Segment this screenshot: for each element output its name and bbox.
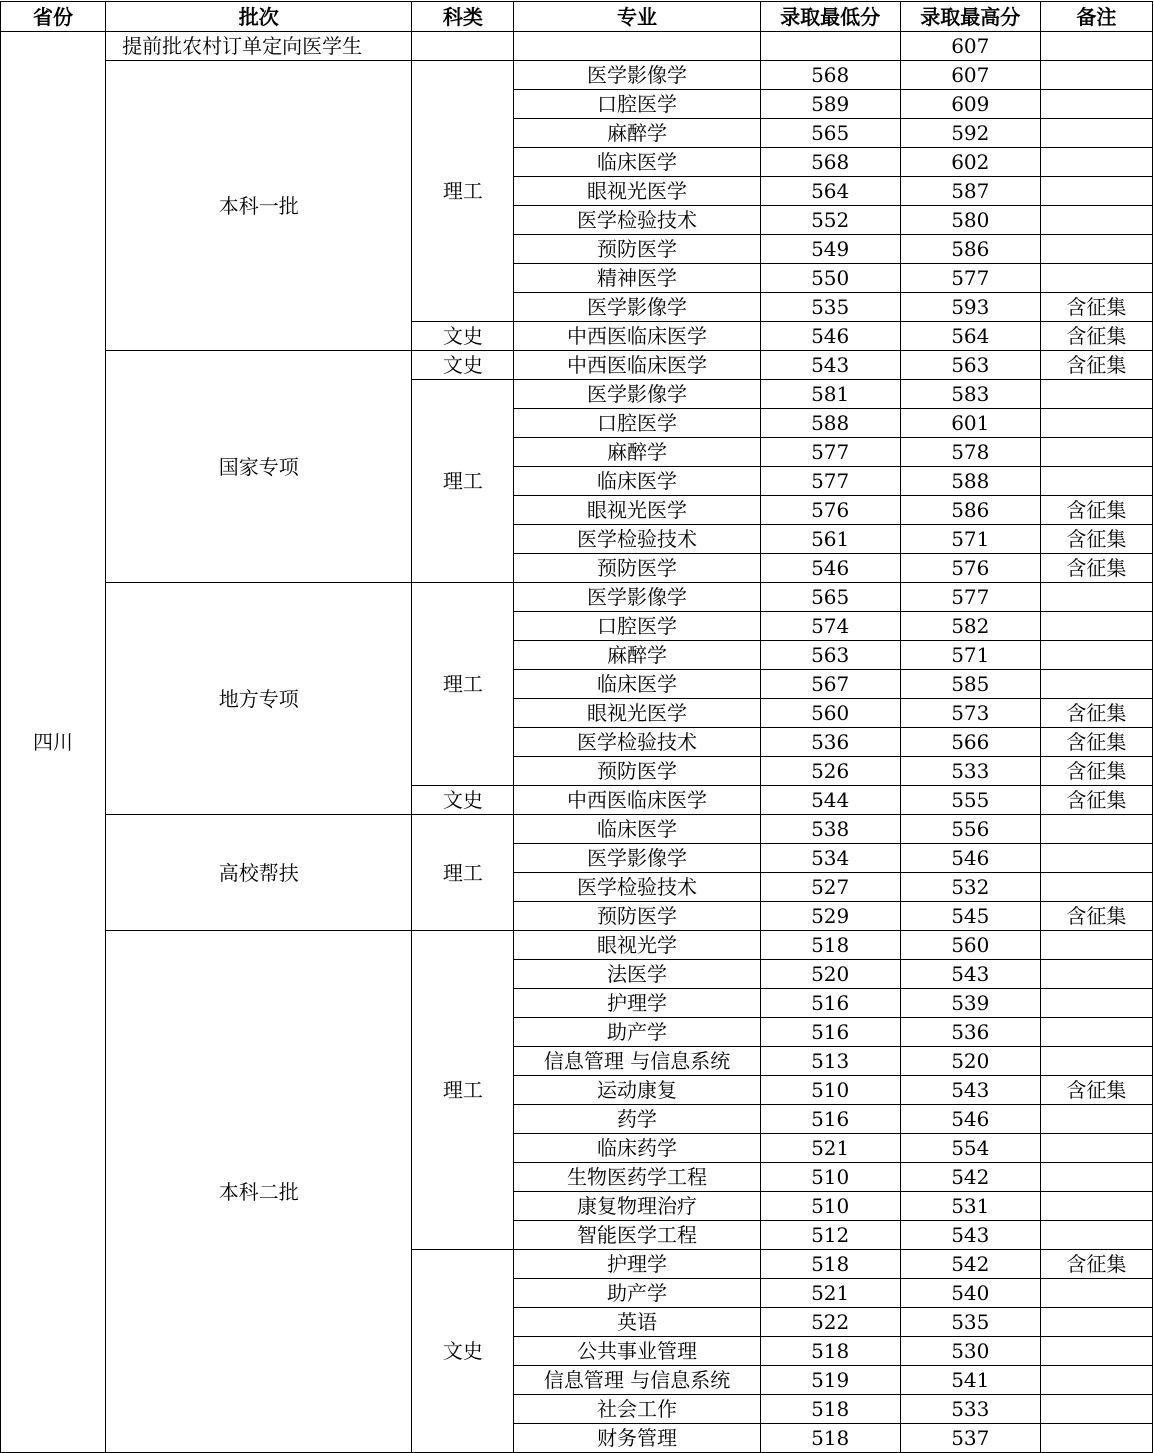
min-score-cell: 543	[760, 351, 900, 380]
note-cell	[1040, 32, 1152, 61]
max-score-cell: 540	[900, 1279, 1040, 1308]
note-cell	[1040, 641, 1152, 670]
table-row	[1, 61, 1153, 90]
note-cell	[1040, 670, 1152, 699]
min-score-cell: 518	[760, 1337, 900, 1366]
table-row	[1, 583, 1153, 612]
category-cell: 文史	[412, 322, 514, 351]
note-cell	[1040, 1395, 1152, 1424]
min-score-cell: 568	[760, 61, 900, 90]
category-cell: 文史	[412, 351, 514, 380]
min-score-cell: 546	[760, 322, 900, 351]
min-score-cell: 581	[760, 380, 900, 409]
major-cell: 医学检验技术	[514, 728, 760, 757]
category-cell: 理工	[412, 815, 514, 931]
min-score-cell: 536	[760, 728, 900, 757]
major-cell: 助产学	[514, 1279, 760, 1308]
max-score-cell: 541	[900, 1366, 1040, 1395]
major-cell: 中西医临床医学	[514, 351, 760, 380]
min-score-cell: 574	[760, 612, 900, 641]
note-cell: 含征集	[1040, 351, 1152, 380]
min-score-cell: 518	[760, 1424, 900, 1453]
major-cell: 医学影像学	[514, 583, 760, 612]
min-score-cell: 546	[760, 554, 900, 583]
major-cell: 生物医药学工程	[514, 1163, 760, 1192]
min-score-cell: 550	[760, 264, 900, 293]
note-cell: 含征集	[1040, 496, 1152, 525]
major-cell: 医学影像学	[514, 380, 760, 409]
note-cell	[1040, 1018, 1152, 1047]
min-score-cell: 534	[760, 844, 900, 873]
max-score-cell: 607	[900, 32, 1040, 61]
note-cell	[1040, 612, 1152, 641]
note-cell	[1040, 206, 1152, 235]
max-score-cell: 586	[900, 496, 1040, 525]
note-cell	[1040, 1105, 1152, 1134]
note-cell	[1040, 1337, 1152, 1366]
max-score-cell: 533	[900, 1395, 1040, 1424]
header-min-score: 录取最低分	[760, 2, 900, 32]
max-score-cell: 543	[900, 1221, 1040, 1250]
note-cell	[1040, 1192, 1152, 1221]
note-cell	[1040, 467, 1152, 496]
min-score-cell: 561	[760, 525, 900, 554]
note-cell	[1040, 177, 1152, 206]
major-cell: 医学影像学	[514, 293, 760, 322]
note-cell	[1040, 815, 1152, 844]
min-score-cell: 518	[760, 1250, 900, 1279]
major-cell: 麻醉学	[514, 438, 760, 467]
max-score-cell: 583	[900, 380, 1040, 409]
min-score-cell: 519	[760, 1366, 900, 1395]
major-cell: 预防医学	[514, 757, 760, 786]
batch-cell: 本科一批	[106, 61, 412, 351]
major-cell: 护理学	[514, 989, 760, 1018]
max-score-cell: 532	[900, 873, 1040, 902]
major-cell: 中西医临床医学	[514, 786, 760, 815]
max-score-cell: 543	[900, 960, 1040, 989]
max-score-cell: 588	[900, 467, 1040, 496]
note-cell: 含征集	[1040, 1076, 1152, 1105]
major-cell: 中西医临床医学	[514, 322, 760, 351]
table-row	[1, 815, 1153, 844]
major-cell: 财务管理	[514, 1424, 760, 1453]
major-cell: 预防医学	[514, 902, 760, 931]
note-cell	[1040, 989, 1152, 1018]
min-score-cell: 544	[760, 786, 900, 815]
major-cell: 智能医学工程	[514, 1221, 760, 1250]
note-cell: 含征集	[1040, 757, 1152, 786]
min-score-cell: 510	[760, 1192, 900, 1221]
category-cell: 理工	[412, 380, 514, 583]
major-cell: 麻醉学	[514, 119, 760, 148]
major-cell: 药学	[514, 1105, 760, 1134]
max-score-cell: 555	[900, 786, 1040, 815]
note-cell: 含征集	[1040, 293, 1152, 322]
batch-cell: 国家专项	[106, 351, 412, 583]
major-cell: 法医学	[514, 960, 760, 989]
table-row	[1, 351, 1153, 380]
max-score-cell: 609	[900, 90, 1040, 119]
note-cell	[1040, 1163, 1152, 1192]
major-cell: 口腔医学	[514, 409, 760, 438]
max-score-cell: 530	[900, 1337, 1040, 1366]
min-score-cell: 512	[760, 1221, 900, 1250]
note-cell	[1040, 1424, 1152, 1453]
batch-cell: 本科二批	[106, 931, 412, 1453]
major-cell: 眼视光医学	[514, 699, 760, 728]
max-score-cell: 577	[900, 264, 1040, 293]
max-score-cell: 601	[900, 409, 1040, 438]
max-score-cell: 573	[900, 699, 1040, 728]
major-cell: 口腔医学	[514, 90, 760, 119]
note-cell	[1040, 960, 1152, 989]
major-cell: 医学影像学	[514, 844, 760, 873]
min-score-cell: 567	[760, 670, 900, 699]
max-score-cell: 585	[900, 670, 1040, 699]
min-score-cell: 522	[760, 1308, 900, 1337]
note-cell	[1040, 583, 1152, 612]
min-score-cell: 563	[760, 641, 900, 670]
max-score-cell: 536	[900, 1018, 1040, 1047]
category-cell: 文史	[412, 786, 514, 815]
note-cell	[1040, 148, 1152, 177]
note-cell	[1040, 61, 1152, 90]
table-row	[1, 931, 1153, 960]
note-cell	[1040, 380, 1152, 409]
major-cell: 助产学	[514, 1018, 760, 1047]
max-score-cell: 537	[900, 1424, 1040, 1453]
max-score-cell: 571	[900, 525, 1040, 554]
category-cell: 理工	[412, 583, 514, 786]
min-score-cell: 538	[760, 815, 900, 844]
admission-score-table	[0, 1, 1153, 1453]
max-score-cell: 539	[900, 989, 1040, 1018]
note-cell: 含征集	[1040, 322, 1152, 351]
major-cell: 眼视光学	[514, 931, 760, 960]
max-score-cell: 580	[900, 206, 1040, 235]
min-score-cell: 576	[760, 496, 900, 525]
note-cell	[1040, 1221, 1152, 1250]
batch-cell: 地方专项	[106, 583, 412, 815]
note-cell: 含征集	[1040, 728, 1152, 757]
major-cell: 麻醉学	[514, 641, 760, 670]
min-score-cell: 552	[760, 206, 900, 235]
header-row	[1, 2, 1153, 32]
max-score-cell: 607	[900, 61, 1040, 90]
province-cell: 四川	[1, 32, 106, 1453]
max-score-cell: 533	[900, 757, 1040, 786]
major-cell: 临床药学	[514, 1134, 760, 1163]
min-score-cell: 577	[760, 467, 900, 496]
note-cell	[1040, 873, 1152, 902]
note-cell	[1040, 1308, 1152, 1337]
header-category: 科类	[412, 2, 514, 32]
category-cell-empty	[412, 32, 514, 61]
category-cell: 文史	[412, 1250, 514, 1453]
note-cell	[1040, 931, 1152, 960]
max-score-cell: 546	[900, 1105, 1040, 1134]
min-score-cell: 516	[760, 1105, 900, 1134]
major-cell: 眼视光医学	[514, 496, 760, 525]
major-cell: 医学检验技术	[514, 525, 760, 554]
major-cell: 医学检验技术	[514, 206, 760, 235]
max-score-cell: 556	[900, 815, 1040, 844]
min-score-cell: 577	[760, 438, 900, 467]
header-major: 专业	[514, 2, 760, 32]
max-score-cell: 545	[900, 902, 1040, 931]
min-score-cell: 518	[760, 1395, 900, 1424]
header-province: 省份	[1, 2, 106, 32]
min-score-cell: 516	[760, 1018, 900, 1047]
table-row	[1, 32, 1153, 61]
max-score-cell: 535	[900, 1308, 1040, 1337]
major-cell: 信息管理 与信息系统	[514, 1366, 760, 1395]
min-score-cell: 560	[760, 699, 900, 728]
max-score-cell: 578	[900, 438, 1040, 467]
min-score-cell: 513	[760, 1047, 900, 1076]
major-cell	[514, 32, 760, 61]
major-cell: 临床医学	[514, 148, 760, 177]
min-score-cell: 589	[760, 90, 900, 119]
min-score-cell: 521	[760, 1134, 900, 1163]
note-cell: 含征集	[1040, 699, 1152, 728]
min-score-cell: 527	[760, 873, 900, 902]
max-score-cell: 602	[900, 148, 1040, 177]
min-score-cell: 565	[760, 119, 900, 148]
max-score-cell: 586	[900, 235, 1040, 264]
max-score-cell: 560	[900, 931, 1040, 960]
major-cell: 眼视光医学	[514, 177, 760, 206]
max-score-cell: 563	[900, 351, 1040, 380]
header-batch: 批次	[106, 2, 412, 32]
min-score-cell: 526	[760, 757, 900, 786]
max-score-cell: 576	[900, 554, 1040, 583]
min-score-cell: 510	[760, 1076, 900, 1105]
min-score-cell: 516	[760, 989, 900, 1018]
max-score-cell: 542	[900, 1250, 1040, 1279]
min-score-cell: 564	[760, 177, 900, 206]
note-cell	[1040, 119, 1152, 148]
major-cell: 预防医学	[514, 235, 760, 264]
major-cell: 社会工作	[514, 1395, 760, 1424]
note-cell	[1040, 90, 1152, 119]
major-cell: 英语	[514, 1308, 760, 1337]
note-cell	[1040, 409, 1152, 438]
max-score-cell: 542	[900, 1163, 1040, 1192]
note-cell: 含征集	[1040, 525, 1152, 554]
batch-cell: 高校帮扶	[106, 815, 412, 931]
note-cell	[1040, 438, 1152, 467]
category-cell: 理工	[412, 931, 514, 1250]
min-score-cell: 549	[760, 235, 900, 264]
max-score-cell: 564	[900, 322, 1040, 351]
category-cell: 理工	[412, 61, 514, 322]
note-cell	[1040, 1047, 1152, 1076]
min-score-cell: 535	[760, 293, 900, 322]
max-score-cell: 546	[900, 844, 1040, 873]
max-score-cell: 582	[900, 612, 1040, 641]
max-score-cell: 593	[900, 293, 1040, 322]
max-score-cell: 543	[900, 1076, 1040, 1105]
note-cell: 含征集	[1040, 902, 1152, 931]
max-score-cell: 554	[900, 1134, 1040, 1163]
min-score-cell: 518	[760, 931, 900, 960]
major-cell: 公共事业管理	[514, 1337, 760, 1366]
max-score-cell: 577	[900, 583, 1040, 612]
header-max-score: 录取最高分	[900, 2, 1040, 32]
major-cell: 医学检验技术	[514, 873, 760, 902]
table-body	[1, 32, 1153, 1453]
note-cell	[1040, 1366, 1152, 1395]
max-score-cell: 592	[900, 119, 1040, 148]
min-score-cell	[760, 32, 900, 61]
note-cell	[1040, 264, 1152, 293]
major-cell: 护理学	[514, 1250, 760, 1279]
major-cell: 医学影像学	[514, 61, 760, 90]
max-score-cell: 531	[900, 1192, 1040, 1221]
min-score-cell: 568	[760, 148, 900, 177]
batch-cell-early: 提前批农村订单定向医学生	[106, 32, 412, 61]
note-cell: 含征集	[1040, 786, 1152, 815]
min-score-cell: 510	[760, 1163, 900, 1192]
major-cell: 临床医学	[514, 815, 760, 844]
major-cell: 康复物理治疗	[514, 1192, 760, 1221]
note-cell	[1040, 844, 1152, 873]
major-cell: 临床医学	[514, 670, 760, 699]
note-cell	[1040, 1134, 1152, 1163]
note-cell	[1040, 1279, 1152, 1308]
min-score-cell: 588	[760, 409, 900, 438]
note-cell	[1040, 235, 1152, 264]
max-score-cell: 566	[900, 728, 1040, 757]
header-note: 备注	[1040, 2, 1152, 32]
major-cell: 信息管理 与信息系统	[514, 1047, 760, 1076]
major-cell: 运动康复	[514, 1076, 760, 1105]
note-cell: 含征集	[1040, 554, 1152, 583]
max-score-cell: 587	[900, 177, 1040, 206]
min-score-cell: 565	[760, 583, 900, 612]
max-score-cell: 571	[900, 641, 1040, 670]
note-cell: 含征集	[1040, 1250, 1152, 1279]
major-cell: 临床医学	[514, 467, 760, 496]
min-score-cell: 520	[760, 960, 900, 989]
major-cell: 预防医学	[514, 554, 760, 583]
major-cell: 口腔医学	[514, 612, 760, 641]
max-score-cell: 520	[900, 1047, 1040, 1076]
min-score-cell: 521	[760, 1279, 900, 1308]
major-cell: 精神医学	[514, 264, 760, 293]
min-score-cell: 529	[760, 902, 900, 931]
